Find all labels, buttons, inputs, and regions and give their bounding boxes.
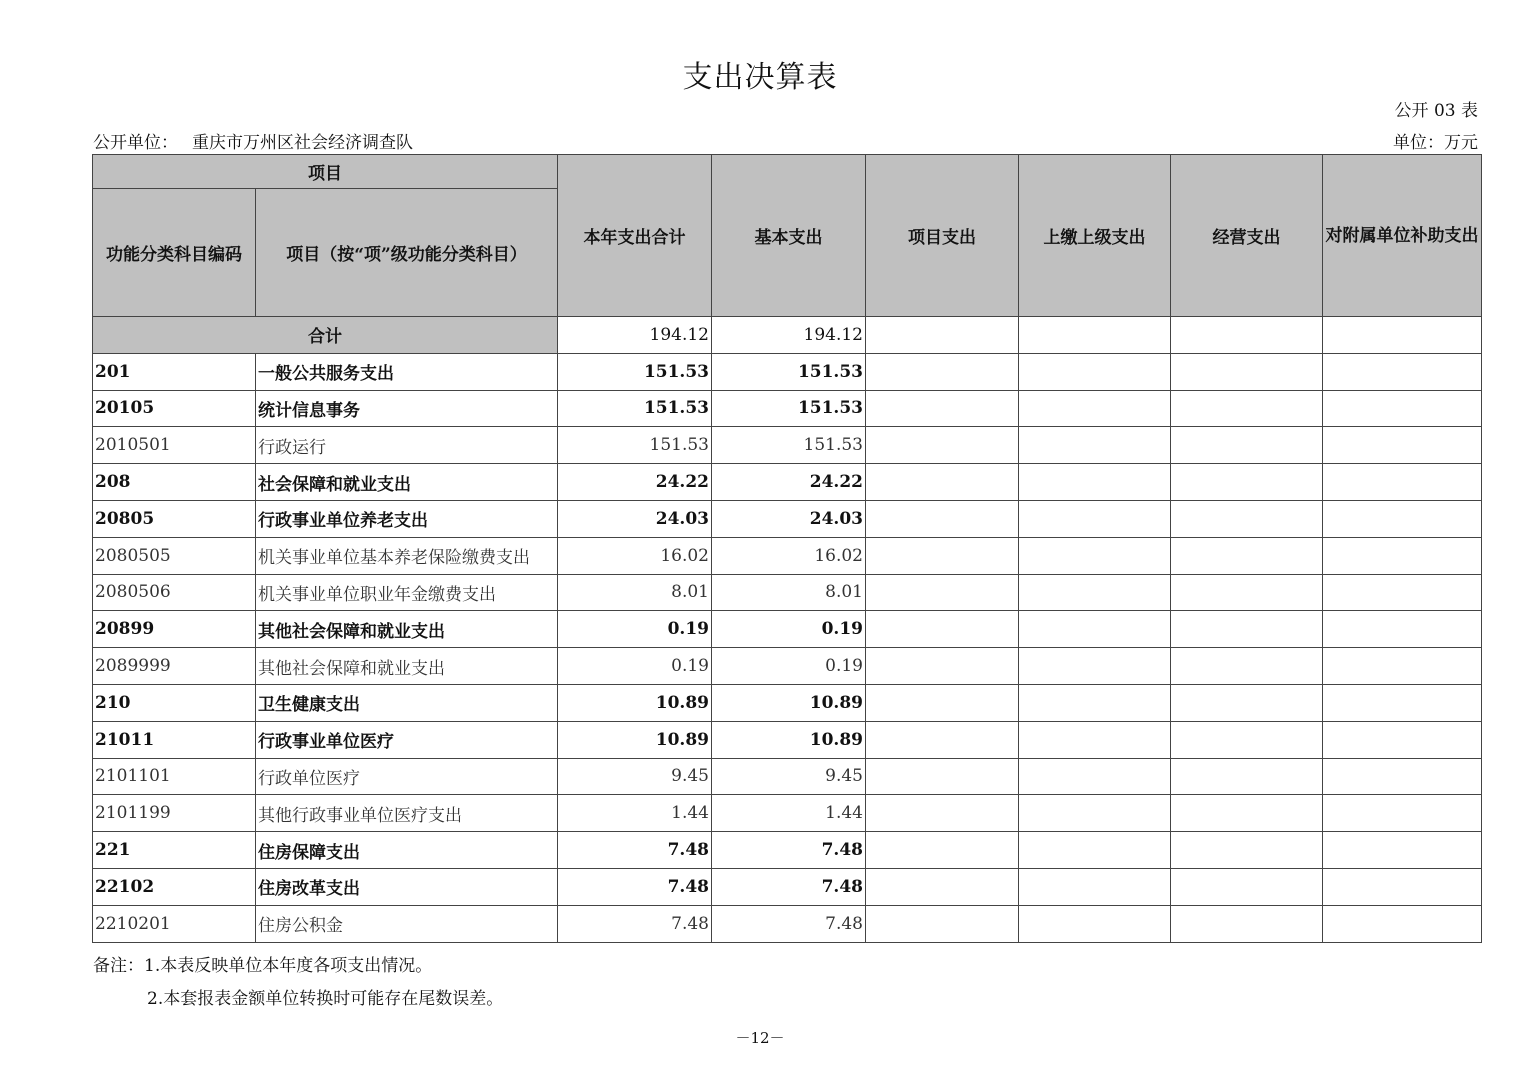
name-cell: 行政事业单位养老支出 [256, 500, 558, 537]
total-cell: 151.53 [558, 390, 712, 427]
table-row [93, 537, 1482, 574]
project-cell [866, 758, 1019, 795]
total-cell: 16.02 [558, 537, 712, 574]
table-row [93, 574, 1482, 611]
project-cell [866, 832, 1019, 869]
name-cell: 其他行政事业单位医疗支出 [256, 795, 558, 832]
basic-cell: 7.48 [712, 832, 866, 869]
note-1: 备注：1.本表反映单位本年度各项支出情况。 [93, 956, 433, 976]
basic-cell: 151.53 [712, 427, 866, 464]
business-cell [1171, 758, 1323, 795]
project-cell [866, 795, 1019, 832]
unit-label: 公开单位： [93, 133, 178, 153]
project-cell [866, 868, 1019, 905]
name-cell: 住房改革支出 [256, 868, 558, 905]
upper-cell [1019, 905, 1171, 942]
header-total: 本年支出合计 [558, 155, 712, 317]
basic-cell: 24.22 [712, 464, 866, 501]
total-cell: 0.19 [558, 611, 712, 648]
code-cell: 20899 [93, 611, 256, 648]
upper-cell [1019, 868, 1171, 905]
upper-cell [1019, 427, 1171, 464]
upper-cell [1019, 500, 1171, 537]
table-row [93, 795, 1482, 832]
name-cell: 社会保障和就业支出 [256, 464, 558, 501]
table-row [93, 758, 1482, 795]
subsidy-cell [1323, 537, 1482, 574]
business-cell [1171, 795, 1323, 832]
name-cell: 住房保障支出 [256, 832, 558, 869]
business-cell [1171, 905, 1323, 942]
expenditure-table [92, 154, 1482, 943]
subsidy-cell [1323, 721, 1482, 758]
upper-cell [1019, 611, 1171, 648]
header-name: 项目（按“项”级功能分类科目） [256, 189, 558, 317]
name-cell: 行政运行 [256, 427, 558, 464]
subsidy-cell [1323, 905, 1482, 942]
basic-cell: 16.02 [712, 537, 866, 574]
total-cell: 24.03 [558, 500, 712, 537]
page-title: 支出决算表 [682, 60, 838, 95]
total-sum: 194.12 [558, 317, 712, 354]
basic-cell: 1.44 [712, 795, 866, 832]
currency-unit: 单位：万元 [1393, 133, 1478, 153]
table-row [93, 464, 1482, 501]
name-cell: 一般公共服务支出 [256, 353, 558, 390]
total-cell: 9.45 [558, 758, 712, 795]
code-cell: 208 [93, 464, 256, 501]
project-cell [866, 500, 1019, 537]
code-cell: 2080506 [93, 574, 256, 611]
upper-cell [1019, 648, 1171, 685]
total-row [93, 317, 1482, 354]
code-cell: 210 [93, 684, 256, 721]
project-cell [866, 721, 1019, 758]
org-name: 重庆市万州区社会经济调查队 [192, 133, 413, 153]
subsidy-cell [1323, 464, 1482, 501]
subsidy-cell [1323, 648, 1482, 685]
basic-cell: 151.53 [712, 353, 866, 390]
total-upper [1019, 317, 1171, 354]
table-row [93, 832, 1482, 869]
table-row [93, 905, 1482, 942]
project-cell [866, 574, 1019, 611]
total-cell: 24.22 [558, 464, 712, 501]
basic-cell: 7.48 [712, 905, 866, 942]
total-project [866, 317, 1019, 354]
table-row [93, 500, 1482, 537]
name-cell: 其他社会保障和就业支出 [256, 648, 558, 685]
upper-cell [1019, 537, 1171, 574]
basic-cell: 0.19 [712, 648, 866, 685]
upper-cell [1019, 832, 1171, 869]
business-cell [1171, 353, 1323, 390]
table-row [93, 648, 1482, 685]
name-cell: 统计信息事务 [256, 390, 558, 427]
total-cell: 10.89 [558, 721, 712, 758]
subsidy-cell [1323, 500, 1482, 537]
upper-cell [1019, 721, 1171, 758]
code-cell: 2010501 [93, 427, 256, 464]
basic-cell: 151.53 [712, 390, 866, 427]
business-cell [1171, 390, 1323, 427]
total-cell: 151.53 [558, 353, 712, 390]
total-cell: 8.01 [558, 574, 712, 611]
subsidy-cell [1323, 611, 1482, 648]
total-cell: 7.48 [558, 832, 712, 869]
total-business [1171, 317, 1323, 354]
basic-cell: 10.89 [712, 684, 866, 721]
total-cell: 7.48 [558, 905, 712, 942]
header-code: 功能分类科目编码 [93, 189, 256, 317]
code-cell: 22102 [93, 868, 256, 905]
project-cell [866, 353, 1019, 390]
upper-cell [1019, 758, 1171, 795]
table-row [93, 684, 1482, 721]
project-cell [866, 684, 1019, 721]
header-project: 项目支出 [866, 155, 1019, 317]
total-label: 合计 [93, 317, 558, 354]
basic-cell: 9.45 [712, 758, 866, 795]
header-item-group: 项目 [93, 155, 558, 189]
subsidy-cell [1323, 684, 1482, 721]
subsidy-cell [1323, 832, 1482, 869]
subsidy-cell [1323, 795, 1482, 832]
note-2: 2.本套报表金额单位转换时可能存在尾数误差。 [147, 989, 504, 1009]
reporting-unit [93, 128, 413, 153]
table-row [93, 611, 1482, 648]
name-cell: 其他社会保障和就业支出 [256, 611, 558, 648]
name-cell: 行政事业单位医疗 [256, 721, 558, 758]
subsidy-cell [1323, 574, 1482, 611]
basic-cell: 10.89 [712, 721, 866, 758]
name-cell: 卫生健康支出 [256, 684, 558, 721]
code-cell: 21011 [93, 721, 256, 758]
subsidy-cell [1323, 868, 1482, 905]
table-row [93, 390, 1482, 427]
header-upper: 上缴上级支出 [1019, 155, 1171, 317]
subsidy-cell [1323, 353, 1482, 390]
business-cell [1171, 832, 1323, 869]
upper-cell [1019, 795, 1171, 832]
business-cell [1171, 611, 1323, 648]
total-subsidy [1323, 317, 1482, 354]
code-cell: 2089999 [93, 648, 256, 685]
subsidy-cell [1323, 758, 1482, 795]
code-cell: 2210201 [93, 905, 256, 942]
table-row [93, 353, 1482, 390]
code-cell: 221 [93, 832, 256, 869]
business-cell [1171, 464, 1323, 501]
business-cell [1171, 500, 1323, 537]
business-cell [1171, 868, 1323, 905]
name-cell: 机关事业单位基本养老保险缴费支出 [256, 537, 558, 574]
business-cell [1171, 684, 1323, 721]
code-cell: 20805 [93, 500, 256, 537]
business-cell [1171, 537, 1323, 574]
total-basic: 194.12 [712, 317, 866, 354]
name-cell: 机关事业单位职业年金缴费支出 [256, 574, 558, 611]
subsidy-cell [1323, 390, 1482, 427]
code-cell: 2101101 [93, 758, 256, 795]
code-cell: 20105 [93, 390, 256, 427]
basic-cell: 8.01 [712, 574, 866, 611]
business-cell [1171, 574, 1323, 611]
project-cell [866, 537, 1019, 574]
business-cell [1171, 648, 1323, 685]
project-cell [866, 464, 1019, 501]
subsidy-cell [1323, 427, 1482, 464]
total-cell: 1.44 [558, 795, 712, 832]
code-cell: 201 [93, 353, 256, 390]
project-cell [866, 611, 1019, 648]
name-cell: 住房公积金 [256, 905, 558, 942]
page-number: －12－ [735, 1029, 785, 1047]
total-cell: 0.19 [558, 648, 712, 685]
total-cell: 151.53 [558, 427, 712, 464]
upper-cell [1019, 390, 1171, 427]
header-subsidy: 对附属单位补助支出 [1323, 155, 1482, 317]
project-cell [866, 427, 1019, 464]
code-cell: 2101199 [93, 795, 256, 832]
total-cell: 7.48 [558, 868, 712, 905]
table-row [93, 868, 1482, 905]
header-business: 经营支出 [1171, 155, 1323, 317]
upper-cell [1019, 574, 1171, 611]
header-basic: 基本支出 [712, 155, 866, 317]
business-cell [1171, 427, 1323, 464]
total-cell: 10.89 [558, 684, 712, 721]
basic-cell: 0.19 [712, 611, 866, 648]
table-row [93, 427, 1482, 464]
table-row [93, 721, 1482, 758]
code-cell: 2080505 [93, 537, 256, 574]
project-cell [866, 648, 1019, 685]
basic-cell: 7.48 [712, 868, 866, 905]
upper-cell [1019, 353, 1171, 390]
project-cell [866, 905, 1019, 942]
business-cell [1171, 721, 1323, 758]
upper-cell [1019, 684, 1171, 721]
name-cell: 行政单位医疗 [256, 758, 558, 795]
project-cell [866, 390, 1019, 427]
upper-cell [1019, 464, 1171, 501]
basic-cell: 24.03 [712, 500, 866, 537]
form-number: 公开 03 表 [1394, 101, 1478, 121]
